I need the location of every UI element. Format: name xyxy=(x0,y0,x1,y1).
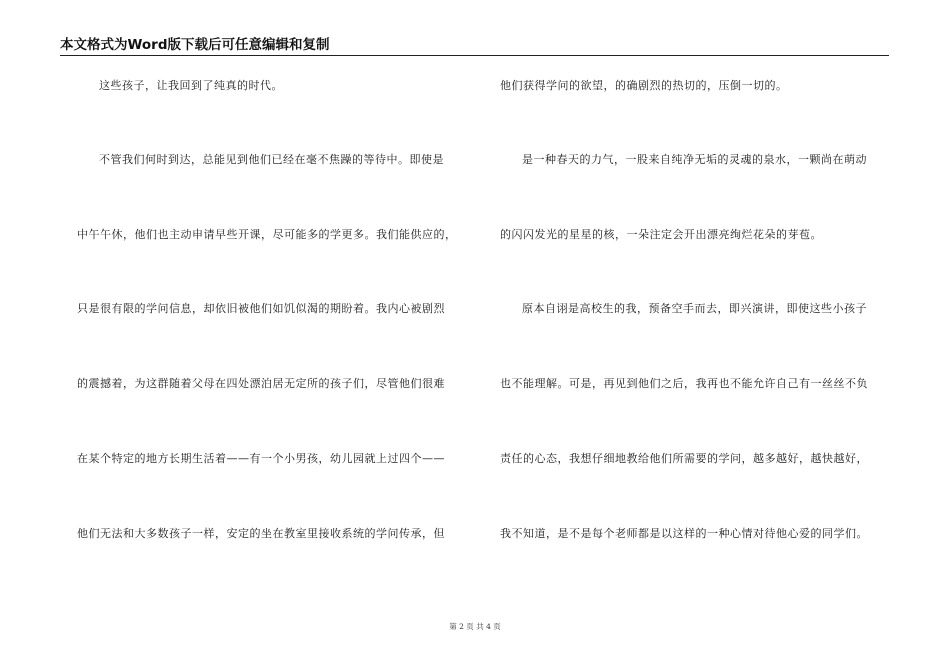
page-number-footer: 第 2 页 共 4 页 xyxy=(449,622,501,631)
paragraph-line: 他们无法和大多数孩子一样，安定的坐在教室里接收系统的学问传承，但 xyxy=(77,527,445,540)
paragraph-line: 责任的心态，我想仔细地教给他们所需要的学问，越多越好，越快越好， xyxy=(500,452,868,465)
paragraph-line: 也不能理解。可是，再见到他们之后，我再也不能允许自己有一丝丝不负 xyxy=(500,377,868,390)
paragraph-line: 原本自诩是高校生的我，预备空手而去，即兴演讲，即使这些小孩子 xyxy=(522,302,867,315)
paragraph-line: 我不知道，是不是每个老师都是以这样的一种心情对待他心爱的同学们。 xyxy=(500,527,868,540)
paragraph-line: 中午午休，他们也主动申请早些开课，尽可能多的学更多。我们能供应的， xyxy=(77,228,457,241)
paragraph-line: 的闪闪发光的星星的核，一朵注定会开出漂亮绚烂花朵的芽苞。 xyxy=(500,228,822,241)
paragraph-line: 是一种春天的力气，一股来自纯净无垢的灵魂的泉水，一颗尚在萌动 xyxy=(522,153,867,166)
paragraph-line: 只是很有限的学问信息，却依旧被他们如饥似渴的期盼着。我内心被剧烈 xyxy=(77,302,445,315)
paragraph-line: 在某个特定的地方长期生活着——有一个小男孩，幼儿园就上过四个—— xyxy=(77,452,445,465)
paragraph-line: 不管我们何时到达，总能见到他们已经在毫不焦躁的等待中。即使是 xyxy=(99,153,444,166)
paragraph-line: 这些孩子，让我回到了纯真的时代。 xyxy=(99,79,283,92)
document-header-title: 本文格式为Word版下载后可任意编辑和复制 xyxy=(60,37,330,53)
paragraph-line: 他们获得学问的欲望，的确剧烈的热切的，压倒一切的。 xyxy=(500,79,788,92)
header-divider xyxy=(60,55,889,56)
paragraph-line: 的震撼着，为这群随着父母在四处漂泊居无定所的孩子们，尽管他们很难 xyxy=(77,377,445,390)
